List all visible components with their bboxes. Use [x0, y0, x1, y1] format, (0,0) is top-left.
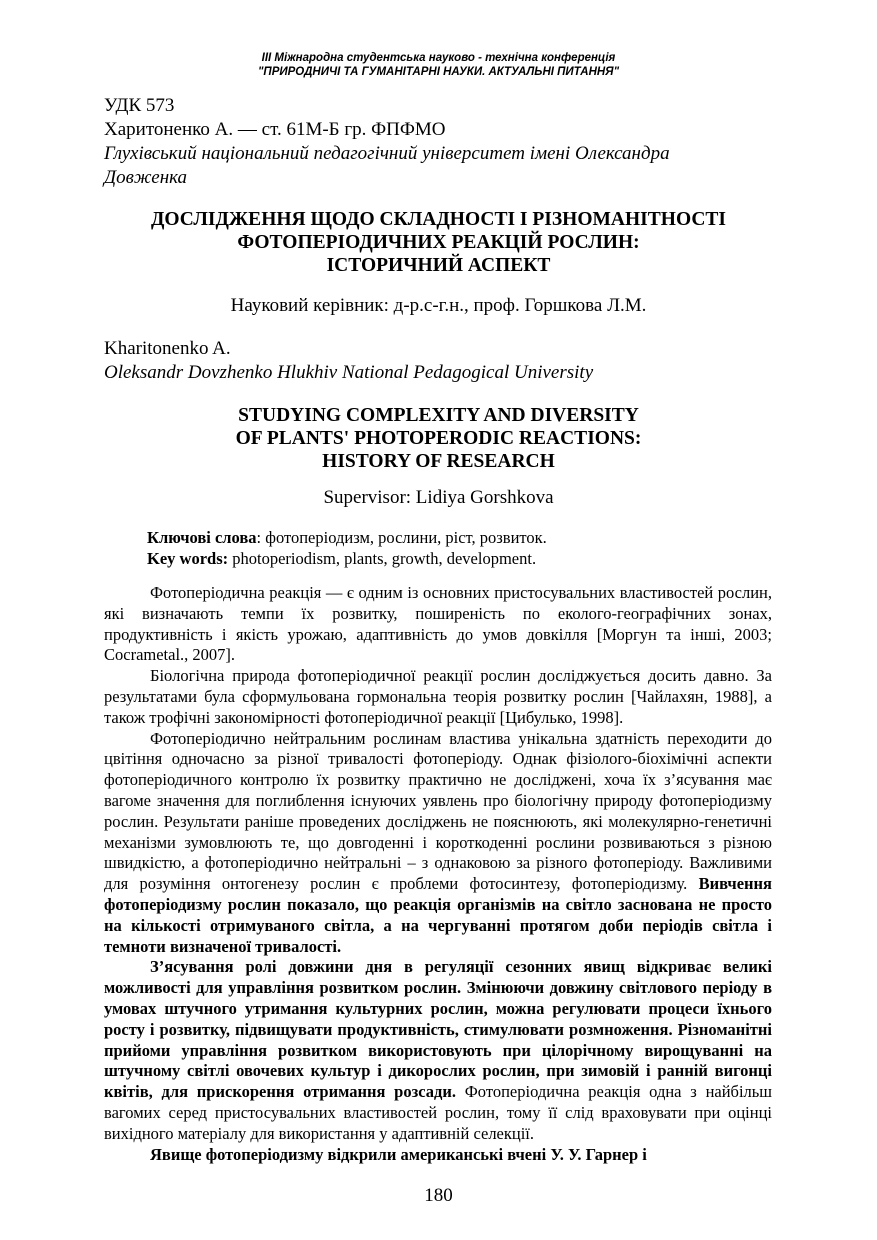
paragraph-3-text: Фотоперіодично нейтральним рослинам властива унікальна здатність переходити до цвітіння одночасно за різної тривалості фотоперіоду. Однак фізіолого-біохімічні аспекти фотоперіодичного контролю їх розвитку практично не досліджені, хоча їх з’ясування має вагоме значення для поглиблення існуючих уявлень про біологічну природу фотоперіодизму рослин. Результати раніше проведених досліджень не пояснюють, які молекулярно-генетичні механізми зумовлюють те, що довгоденні і короткоденні рослини розвиваються з різною швидкістю, а фотоперіодично нейтральні – з однаковою за різного фотоперіоду. Важливими для розуміння онтогенезу рослин є проблеми фотосинтезу, фотоперіодизму.: [104, 728, 772, 894]
affiliation-en: Oleksandr Dovzhenko Hlukhiv National Pedagogical University: [104, 362, 594, 383]
keywords-en-text: photoperiodism, plants, growth, development.: [228, 549, 537, 568]
title-en-line: STUDYING COMPLEXITY AND DIVERSITY: [238, 405, 639, 426]
affiliation-uk-line2: Довженка: [104, 167, 188, 188]
paragraph-2: Біологічна природа фотоперіодичної реакції рослин досліджується досить давно. За результатами була сформульована гормональна теорія розвитку рослин [Чайлахян, 1988], а також трофічні закономірності фотоперіодичної реакції [Цибулько, 1998].: [104, 666, 772, 727]
author-name-uk: Харитоненко А. — ст. 61М-Б гр. ФПФМО: [104, 119, 446, 140]
title-en-line: HISTORY OF RESEARCH: [322, 451, 555, 472]
affiliation-uk-line1: Глухівський національний педагогічний університет імені Олександра: [104, 143, 670, 164]
paragraph-5-bold-text: Явище фотоперіодизму відкрили американські вчені У. У. Гарнер і: [150, 1144, 647, 1164]
supervisor-uk: Науковий керівник: д-р.с-г.н., проф. Горшкова Л.М.: [230, 295, 647, 316]
conference-subtitle: "ПРИРОДНИЧІ ТА ГУМАНІТАРНІ НАУКИ. АКТУАЛЬНІ ПИТАННЯ": [257, 66, 620, 78]
paragraph-4: [104, 957, 772, 1144]
paragraph-1: Фотоперіодична реакція — є одним із основних пристосувальних властивостей рослин, які визначають темпи їх розвитку, поширеність по еколого-географічних зонах, продуктивність і якість урожаю, адаптивність до умов довкілля [Моргун та інші, 2003; Cocrametal., 2007].: [104, 583, 772, 665]
title-uk-line: ФОТОПЕРІОДИЧНИХ РЕАКЦІЙ РОСЛИН:: [237, 232, 640, 253]
paper-title-en: [60, 404, 817, 473]
keywords-uk: [147, 527, 787, 548]
title-uk-line: ІСТОРИЧНИЙ АСПЕКТ: [326, 255, 551, 276]
udk-code: УДК 573: [104, 95, 175, 116]
paragraph-5: [104, 1145, 772, 1166]
keywords-en: [147, 548, 787, 569]
author-block-en: [104, 337, 784, 385]
title-uk-line: ДОСЛІДЖЕННЯ ЩОДО СКЛАДНОСТІ І РІЗНОМАНІТНОСТІ: [150, 209, 727, 230]
keywords-en-label: Key words:: [147, 549, 229, 568]
paragraph-3: [104, 729, 772, 958]
keywords-uk-text: : фотоперіодизм, рослини, ріст, розвиток.: [256, 528, 547, 547]
conference-title: III Міжнародна студентська науково - технічна конференція: [261, 52, 616, 64]
supervisor-en: Supervisor: Lidiya Gorshkova: [323, 487, 554, 508]
article-body: [104, 583, 772, 1165]
keywords-uk-label: Ключові слова: [147, 528, 257, 547]
author-block-uk: [104, 94, 784, 190]
paragraph-4-text: Фотоперіодична реакція одна з найбільш вагомих серед пристосувальних властивостей рослин, тому її слід враховувати при оцінці вихідного матеріалу для використання у адаптивній селекції.: [104, 1082, 773, 1143]
keywords-block: [147, 527, 787, 569]
author-name-en: Kharitonenko A.: [104, 338, 231, 359]
conference-header: [0, 51, 877, 79]
paper-title-uk: [60, 208, 817, 277]
page-number: 180: [424, 1185, 453, 1206]
paragraph-4-bold-text: З’ясування ролі довжини дня в регуляції сезонних явищ відкриває великі можливості для управління розвитком рослин. Змінюючи довжину світлового періоду в умовах штучного утримання культурних рослин, можна регулювати процеси їхнього росту і розвитку, підвищувати продуктивність, стимулювати розмноження. Різноманітні прийоми управління розвитком використовують при цілорічному вирощуванні на штучному світлі овочевих культур і дикорослих рослин, при зимовій і ранній вигонці квітів, для прискорення отримання розсади.: [104, 957, 772, 1102]
title-en-line: OF PLANTS' PHOTOPERODIC REACTIONS:: [235, 428, 642, 449]
paragraph-3-bold-text: Вивчення фотоперіодизму рослин показало, що реакція організмів на світло заснована не просто на кількості отримуваного світла, а на чергуванні протягом доби періодів світла і темноти визначеної тривалості.: [104, 874, 772, 956]
